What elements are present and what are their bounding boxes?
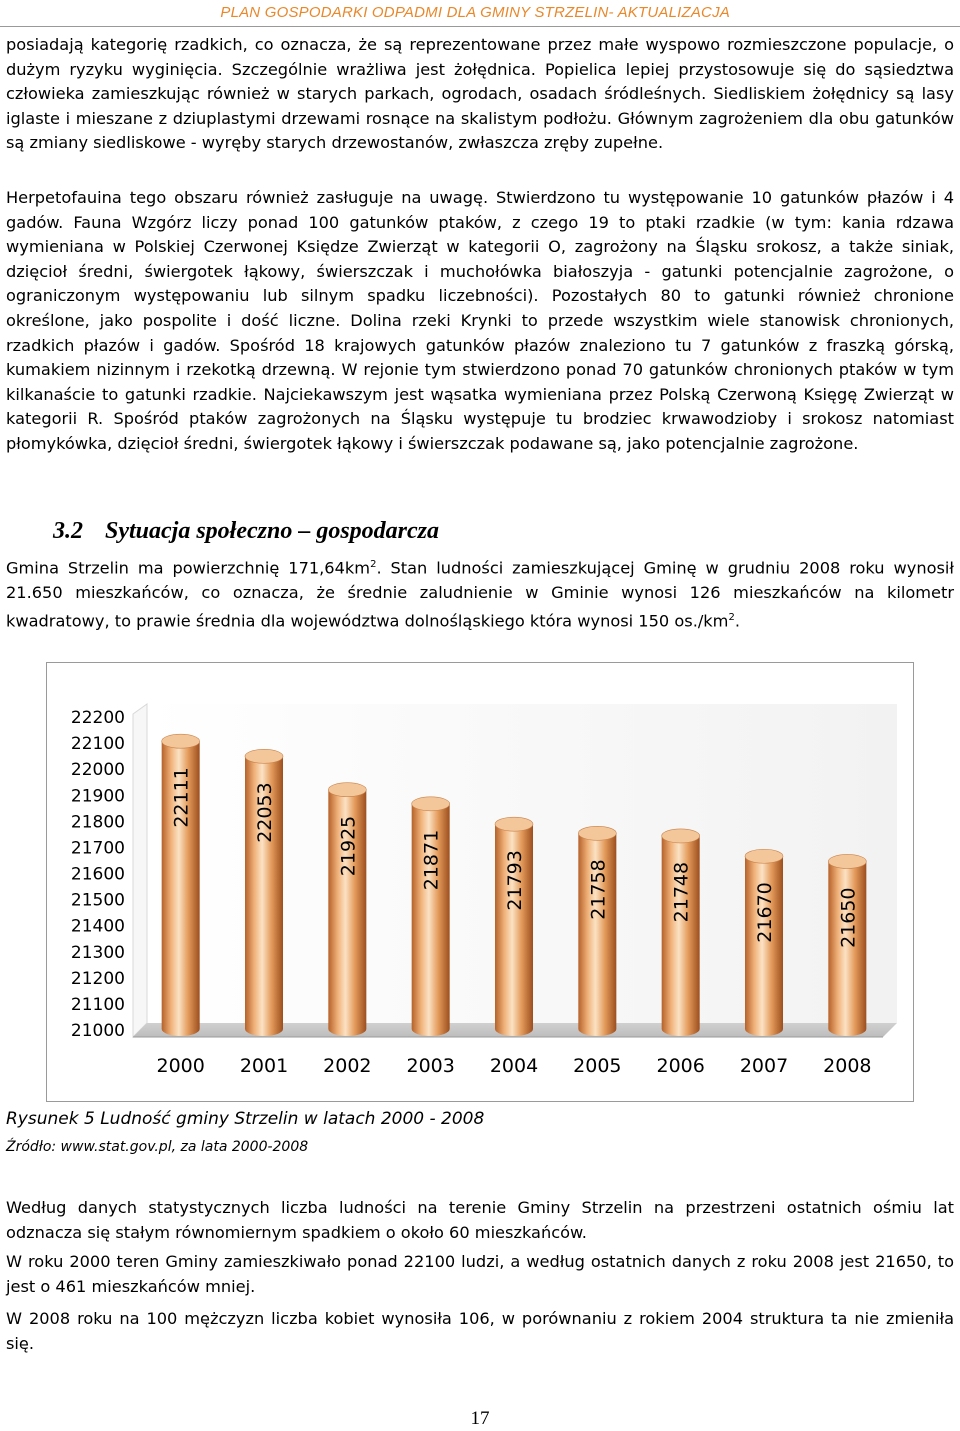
y-tick-label: 22000 [70, 760, 125, 781]
y-tick-label: 21400 [70, 916, 125, 937]
bar-top [745, 849, 783, 863]
bar-2005 [578, 826, 616, 1036]
bar-top [828, 854, 866, 868]
paragraph-dormice: posiadają kategorię rzadkich, co oznacza, że są reprezentowane przez małe wyspowo rozmieszczone populacje, o dużym ryzyku wyginięcia. Szczególnie wrażliwa jest żołędnica. Popielica lepiej przystosowuje się do sąsiedztwa człowieka zamieszkując również w starych parkach, ogrodach, osadach śródleśnych. Siedliskiem żołędnicy są lasy iglaste i mieszane z dziuplastymi drzewami rosnące na skalistym podłożu. Głównym zagrożeniem dla obu gatunków są zmiany siedliskowe - wyręby starych drzewostanów, zwłaszcza zręby zupełne. [6, 35, 954, 153]
header-divider [0, 26, 960, 27]
bar-top [162, 734, 200, 748]
y-tick-label: 21900 [70, 786, 125, 807]
population-chart-svg [47, 663, 913, 1101]
data-label: 21748 [670, 861, 693, 923]
section-heading [53, 518, 439, 545]
bar-top [328, 783, 366, 797]
data-label: 22111 [170, 767, 193, 828]
x-tick-label: 2003 [406, 1055, 455, 1077]
bar-top [578, 826, 616, 840]
data-label: 21793 [504, 850, 526, 911]
chart-side-wall [133, 704, 147, 1037]
x-tick-label: 2002 [323, 1055, 372, 1077]
y-tick-label: 21000 [70, 1021, 125, 1041]
population-text: . Stan ludności zamieszkującej Gminę w grudniu 2008 roku wynosił 21.650 mieszkańców, co oznacza, że średnie zaludnienie w Gminie wynosi 126 mieszkańców na kilometr kwadratowy, to prawie średnia dla województwa dolnośląskiego która wynosi 150 os./km [6, 558, 955, 630]
superscript: 2 [370, 559, 377, 570]
period: . [734, 610, 740, 630]
y-tick-label: 22200 [70, 708, 125, 728]
population-chart [46, 662, 914, 1102]
paragraph-area-population [6, 553, 954, 634]
x-tick-label: 2007 [739, 1055, 789, 1077]
y-tick-label: 21100 [70, 994, 125, 1015]
y-tick-label: 21800 [70, 812, 125, 833]
y-tick-label: 21300 [70, 942, 125, 963]
section-number: 3.2 [53, 518, 83, 544]
data-label: 21925 [337, 815, 360, 877]
bar-2006 [662, 829, 700, 1036]
area-text: Gmina Strzelin ma powierzchnię 171,64km [6, 558, 371, 578]
page-number: 17 [470, 1408, 490, 1429]
y-tick-label: 22100 [70, 734, 125, 755]
x-tick-label: 2008 [823, 1055, 872, 1077]
bar-top [412, 797, 450, 811]
x-tick-label: 2000 [156, 1055, 205, 1077]
data-label: 21871 [420, 829, 443, 891]
y-tick-label: 21700 [70, 838, 125, 859]
x-tick-label: 2006 [656, 1055, 705, 1077]
x-tick-label: 2001 [239, 1055, 289, 1077]
bar-top [245, 749, 283, 763]
y-tick-label: 21500 [70, 890, 125, 911]
x-tick-label: 2004 [489, 1055, 539, 1077]
paragraph-herpetofauna: Herpetofauina tego obszaru również zasługuje na uwagę. Stwierdzono tu występowanie 10 gatunków płazów i 4 gadów. Fauna Wzgórz liczy ponad 100 gatunków ptaków, z czego 19 to ptaki rzadkie (w tym: kania rdzawa wymieniana w Polskiej Czerwonej Księdze Zwierząt w kategorii O, zagrożony na Śląsku srokosz, a także siniak, dzięcioł średni, świergotek łąkowy, świerszczak i muchołówka białoszyja - gatunki potencjalnie zagrożone, o ograniczonym występowaniu lub silnym spadku liczebności). Pozostałych 80 to gatunki również chronione określone, jako pospolite i dość liczne. Dolina rzeki Krynki to przede wszystkim wiele stanowisk chronionych, rzadkich płazów i gadów. Spośród 18 krajowych gatunków płazów znaleziono tu 7 gatunków z fraszką górską, kumakiem nizinnym i rzekotką drzewną. W rejonie tym stwierdzono ponad 70 gatunków chronionych ptaków w tym kilkanaście to gatunki rzadkie. Najciekawszym jest wąsatka wymieniana przez Polską Czerwoną Księgę Zwierząt w kategorii R. Spośród ptaków zagrożonych na Śląsku występuje tu brodziec krwawodzioby i srokosz natomiast płomykówka, dzięcioł średni, świergotek łąkowy i świerszczak podawane są, jako potencjalnie zagrożone. [6, 188, 954, 453]
y-tick-label: 21600 [70, 864, 125, 885]
y-tick-label: 21200 [70, 968, 125, 989]
bar-2004 [495, 817, 533, 1036]
page-header: PLAN GOSPODARKI ODPADMI DLA GMINY STRZELIN- AKTUALIZACJA [220, 4, 730, 21]
data-label: 21670 [754, 882, 776, 943]
figure-caption: Rysunek 5 Ludność gminy Strzelin w latach 2000 - 2008 [6, 1109, 485, 1129]
bar-top [495, 817, 533, 831]
data-label: 21650 [837, 887, 860, 948]
paragraph-trend: Według danych statystycznych liczba ludności na terenie Gminy Strzelin na przestrzeni ostatnich ośmiu lat odznacza się stałym równomiernym spadkiem o około 60 mieszkańców. [6, 1198, 954, 1242]
superscript: 2 [728, 611, 735, 623]
paragraph-2000-2008: W roku 2000 teren Gminy zamieszkiwało ponad 22100 ludzi, a według ostatnich danych z roku 2008 jest 21650, to jest o 461 mieszkańców mniej. [6, 1252, 954, 1296]
section-title: Sytuacja społeczno – gospodarcza [105, 518, 440, 544]
paragraph-gender: W 2008 roku na 100 mężczyzn liczba kobiet wynosiła 106, w porównaniu z rokiem 2004 struktura ta nie zmieniła się. [6, 1309, 954, 1353]
data-label: 22053 [254, 782, 276, 843]
bar-top [662, 829, 700, 843]
data-label: 21758 [587, 859, 610, 920]
x-tick-label: 2005 [573, 1055, 622, 1077]
source-caption: Źródło: www.stat.gov.pl, za lata 2000-2008 [6, 1139, 309, 1155]
